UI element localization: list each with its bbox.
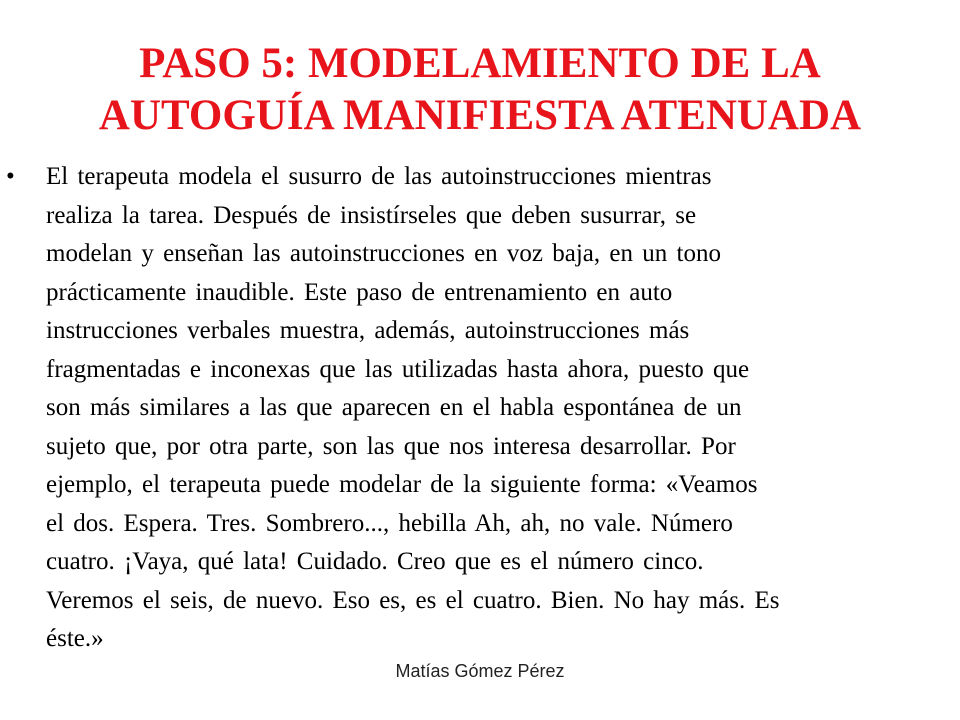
slide-title-line-1: PASO 5: MODELAMIENTO DE LA bbox=[139, 40, 821, 87]
body-line-7: son más similares a las que aparecen en el habla espontánea de un bbox=[46, 394, 742, 421]
body-line-9: ejemplo, el terapeuta puede modelar de la siguiente forma: «Veamos bbox=[46, 471, 758, 498]
body-line-2: realiza la tarea. Después de insistírseles que deben susurrar, se bbox=[46, 201, 697, 229]
body-line-12: Veremos el seis, de nuevo. Eso es, es el cuatro. Bien. No hay más. Es bbox=[46, 586, 780, 614]
bullet-icon: • bbox=[6, 163, 15, 190]
body-line-8: sujeto que, por otra parte, son las que nos interesa desarrollar. Por bbox=[46, 432, 736, 460]
footer-author: Matías Gómez Pérez bbox=[395, 661, 565, 681]
bullet-list bbox=[0, 158, 946, 659]
body-line-10: el dos. Espera. Tres. Sombrero..., hebilla Ah, ah, no vale. Número bbox=[46, 509, 733, 537]
body-line-4: prácticamente inaudible. Este paso de entrenamiento en auto bbox=[46, 278, 673, 306]
body-line-13: éste.» bbox=[46, 625, 104, 652]
body-line-11: cuatro. ¡Vaya, qué lata! Cuidado. Creo que es el número cinco. bbox=[46, 548, 704, 575]
slide-title bbox=[0, 38, 960, 142]
body-line-5: instrucciones verbales muestra, además, autoinstrucciones más bbox=[46, 317, 690, 344]
body-line-3: modelan y enseñan las autoinstrucciones en voz baja, en un tono bbox=[46, 240, 721, 267]
slide-title-line-2: AUTOGUÍA MANIFIESTA ATENUADA bbox=[98, 92, 862, 139]
body-line-1: El terapeuta modela el susurro de las autoinstrucciones mientras bbox=[46, 163, 712, 190]
body-line-6: fragmentadas e inconexas que las utilizadas hasta ahora, puesto que bbox=[46, 355, 750, 383]
bullet-item bbox=[0, 158, 946, 659]
